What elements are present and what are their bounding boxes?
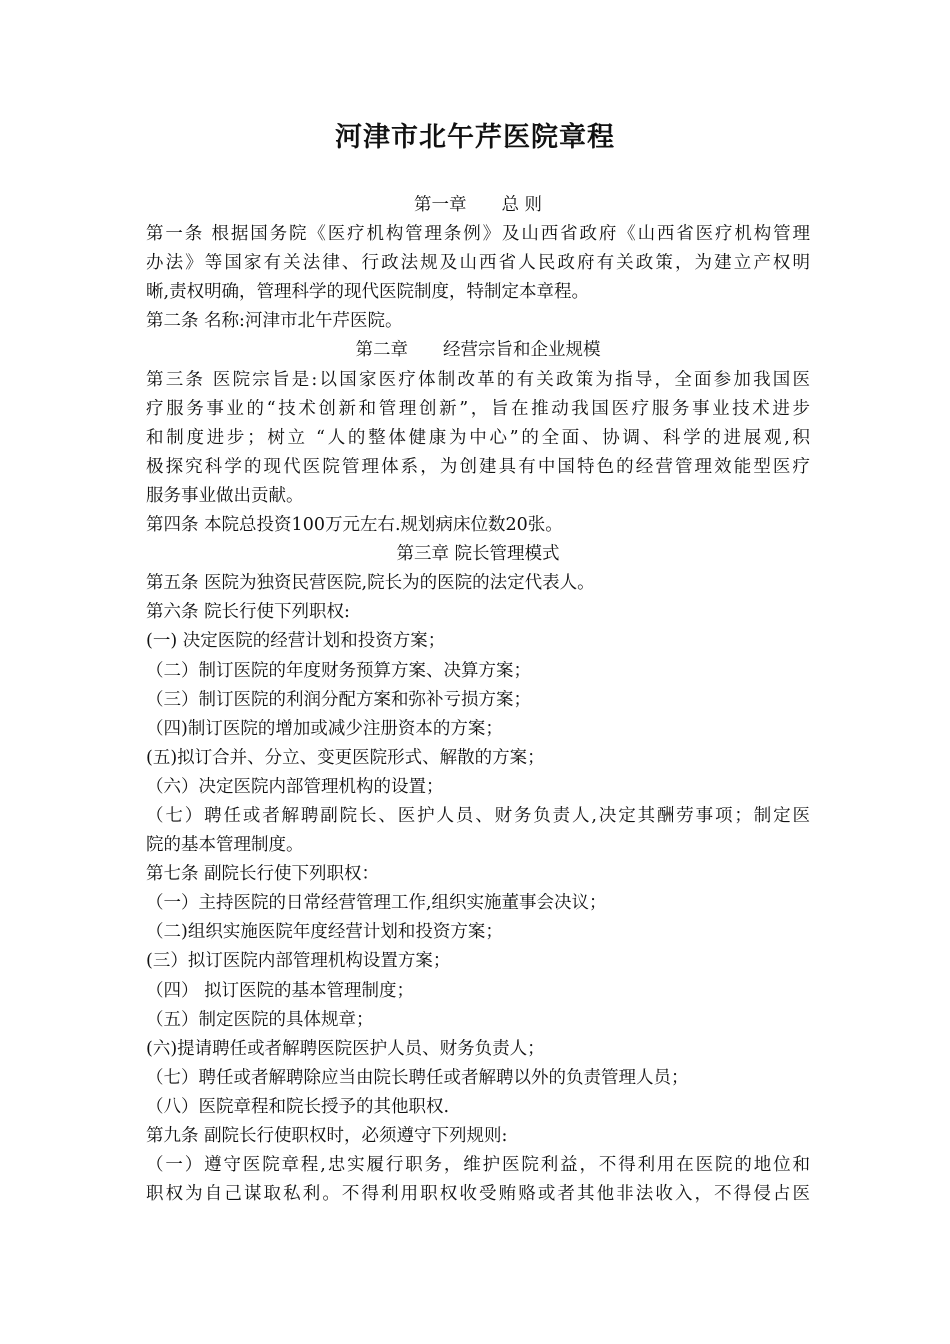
list-item: (一) 决定医院的经营计划和投资方案； bbox=[146, 631, 446, 652]
list-item: (三）拟订医院内部管理机构设置方案； bbox=[146, 951, 451, 972]
list-item: （二）制订医院的年度财务预算方案、决算方案； bbox=[146, 660, 531, 681]
list-item: （四)制订医院的增加或减少注册资本的方案； bbox=[146, 718, 503, 739]
paragraph-line: 第五条 医院为独资民营医院,院长为的医院的法定代表人。 bbox=[146, 573, 595, 594]
list-item: （二)组织实施医院年度经营计划和投资方案； bbox=[146, 922, 503, 943]
paragraph-line: 第七条 副院长行使下列职权： bbox=[146, 864, 380, 885]
list-item: （六）决定医院内部管理机构的设置； bbox=[146, 776, 444, 797]
list-item: 院的基本管理制度。 bbox=[146, 835, 304, 856]
document-title: 河津市北午芹医院章程 bbox=[335, 122, 615, 153]
paragraph-line: 和制度进步；树立 “人的整体健康为中心”的全面、协调、科学的进展观,积 bbox=[146, 427, 810, 448]
chapter-heading: 第三章 院长管理模式 bbox=[396, 544, 560, 565]
paragraph-line: 极探究科学的现代医院管理体系，为创建具有中国特色的经营管理效能型医疗 bbox=[146, 456, 810, 477]
list-item: (五)拟订合并、分立、变更医院形式、解散的方案； bbox=[146, 747, 545, 768]
chapter-heading: 第二章 经营宗旨和企业规模 bbox=[355, 340, 601, 361]
chapter-heading: 第一章 总 则 bbox=[413, 195, 543, 215]
paragraph-line: 职权为自己谋取私利。不得利用职权收受贿赂或者其他非法收入，不得侵占医 bbox=[146, 1184, 810, 1205]
paragraph-line: 第一条 根据国务院《医疗机构管理条例》及山西省政府《山西省医疗机构管理 bbox=[146, 224, 810, 245]
list-item: （五）制定医院的具体规章； bbox=[146, 1009, 374, 1030]
list-item: （一）遵守医院章程,忠实履行职务，维护医院利益，不得利用在医院的地位和 bbox=[146, 1155, 810, 1176]
list-item: （四） 拟订医院的基本管理制度； bbox=[146, 980, 415, 1001]
paragraph-line: 晰,责权明确，管理科学的现代医院制度，特制定本章程。 bbox=[146, 282, 590, 303]
list-item: （八）医院章程和院长授予的其他职权. bbox=[146, 1096, 450, 1117]
paragraph-line: 疗服务事业的“技术创新和管理创新”，旨在推动我国医疗服务事业技术进步 bbox=[146, 398, 810, 419]
list-item: （三）制订医院的利润分配方案和弥补亏损方案； bbox=[146, 689, 531, 710]
list-item: （一）主持医院的日常经营管理工作,组织实施董事会决议； bbox=[146, 893, 607, 914]
paragraph-line: 服务事业做出贡献。 bbox=[146, 485, 304, 506]
document-body bbox=[146, 191, 810, 1209]
list-item: （七）聘任或者解聘除应当由院长聘任或者解聘以外的负责管理人员； bbox=[146, 1067, 689, 1088]
paragraph-line: 第四条 本院总投资100万元左右.规划病床位数20张。 bbox=[146, 515, 563, 536]
paragraph-line: 第三条 医院宗旨是:以国家医疗体制改革的有关政策为指导，全面参加我国医 bbox=[146, 369, 810, 390]
paragraph-line: 第六条 院长行使下列职权: bbox=[146, 602, 350, 623]
paragraph-line: 办法》等国家有关法律、行政法规及山西省人民政府有关政策，为建立产权明 bbox=[146, 253, 810, 274]
list-item: (六)提请聘任或者解聘医院医护人员、财务负责人； bbox=[146, 1038, 545, 1059]
paragraph-line: 第二条 名称:河津市北午芹医院。 bbox=[146, 311, 403, 332]
paragraph-line: 第九条 副院长行使职权时，必须遵守下列规则: bbox=[146, 1126, 508, 1146]
list-item: （七）聘任或者解聘副院长、医护人员、财务负责人,决定其酬劳事项；制定医 bbox=[146, 805, 810, 826]
